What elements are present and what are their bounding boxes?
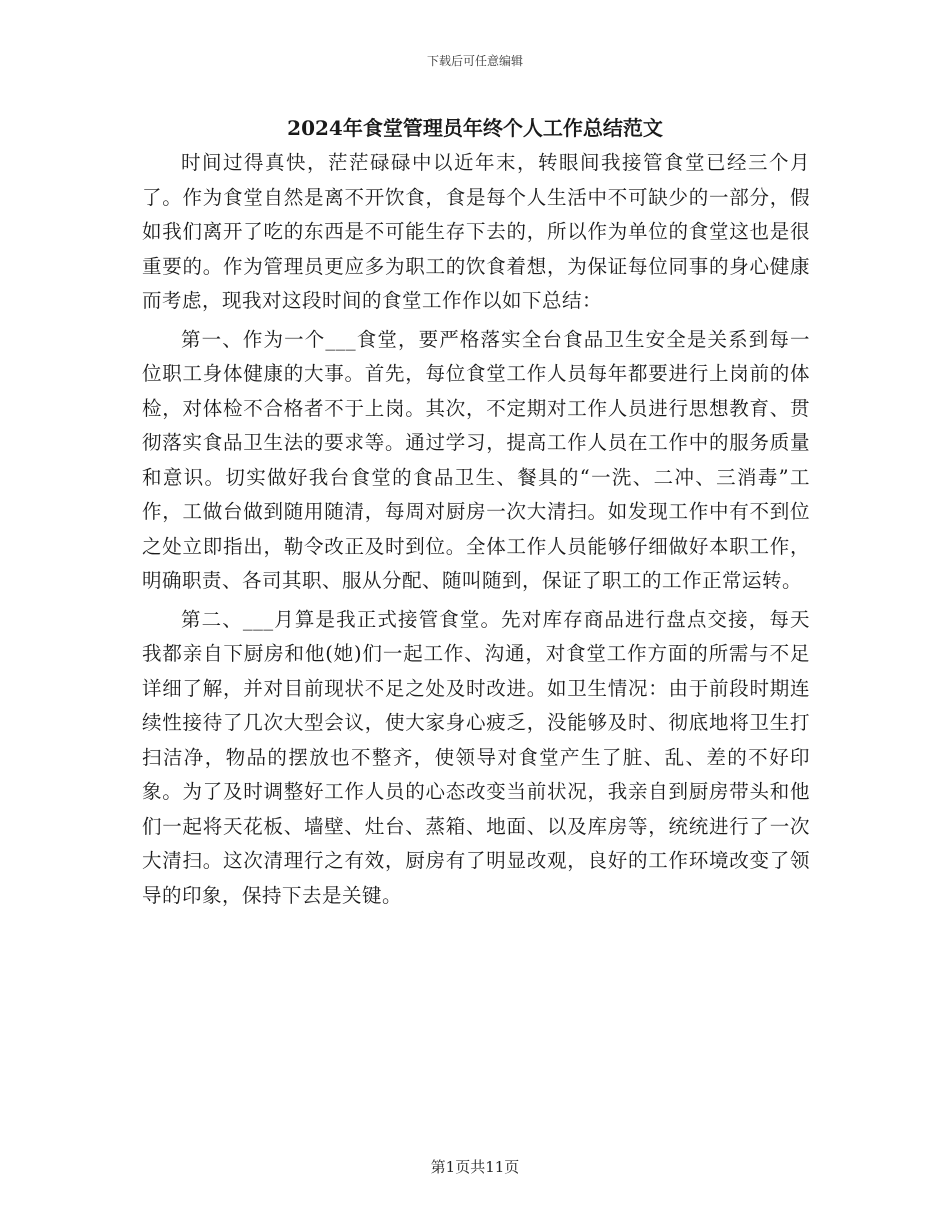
paragraph-intro: 时间过得真快，茫茫碌碌中以近年末，转眼间我接管食堂已经三个月了。作为食堂自然是离不开饮食，食是每个人生活中不可缺少的一部分，假如我们离开了吃的东西是不可能生存下去的，所以作为单位的食堂这也是很重要的。作为管理员更应多为职工的饮食着想，为保证每位同事的身心健康而考虑，现我对这段时间的食堂工作作以如下总结： (142, 151, 810, 312)
page-number: 第1页共11页 (430, 1158, 520, 1176)
document-body (142, 146, 810, 917)
header-note: 下载后可任意编辑 (426, 54, 523, 68)
paragraph-first: 第一、作为一个___食堂，要严格落实全台食品卫生安全是关系到每一位职工身体健康的大事。首先，每位食堂工作人员每年都要进行上岗前的体检，对体检不合格者不于上岗。其次，不定期对工作人员进行思想教育、贯彻落实食品卫生法的要求等。通过学习，提高工作人员在工作中的服务质量和意识。切实做好我台食堂的食品卫生、餐具的“一洗、二冲、三消毒”工作，工做台做到随用随清，每周对厨房一次大清扫。如发现工作中有不到位之处立即指出，勒令改正及时到位。全体工作人员能够仔细做好本职工作，明确职责、各司其职、服从分配、随叫随到，保证了职工的工作正常运转。 (142, 327, 810, 592)
document-title: 2024年食堂管理员年终个人工作总结范文 (287, 116, 663, 140)
paragraph-second: 第二、___月算是我正式接管食堂。先对库存商品进行盘点交接，每天我都亲自下厨房和他(她)们一起工作、沟通，对食堂工作方面的所需与不足详细了解，并对目前现状不足之处及时改进。如卫生情况：由于前段时期连续性接待了几次大型会议，使大家身心疲乏，没能够及时、彻底地将卫生打扫洁净，物品的摆放也不整齐，使领导对食堂产生了脏、乱、差的不好印象。为了及时调整好工作人员的心态改变当前状况，我亲自到厨房带头和他们一起将天花板、墙壁、灶台、蒸箱、地面、以及库房等，统统进行了一次大清扫。这次清理行之有效，厨房有了明显改观，良好的工作环境改变了领导的印象，保持下去是关键。 (142, 607, 810, 907)
